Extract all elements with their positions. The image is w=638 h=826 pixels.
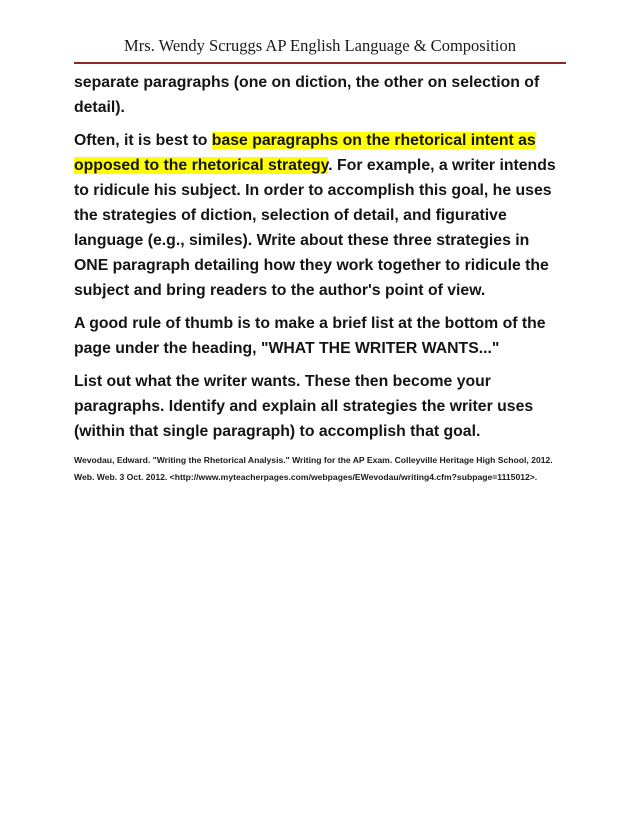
paragraph-2-rest: . For example, a writer intends to ridicule his subject. In order to accomplish this goal, he uses the strategies of diction, selection of detail, and figurative language (e.g., similes). Write about these three strategies in ONE paragraph detailing how they work together to ridicule the subject and bring readers to the author's point of view. <box>74 157 556 299</box>
paragraph-2-lead: Often, it is best to <box>74 132 212 149</box>
page-header <box>74 36 566 56</box>
document-body <box>74 70 566 486</box>
paragraph-1: separate paragraphs (one on diction, the other on selection of detail). <box>74 74 540 116</box>
header-title: Mrs. Wendy Scruggs AP English Language & Composition <box>124 36 516 55</box>
citation: Wevodau, Edward. "Writing the Rhetorical Analysis." Writing for the AP Exam. Colleyville Heritage High School, 2012. Web. Web. 3 Oct. 2012. <http://www.myteacherpages.com/webpages/EWevodau/writing4.cfm?subpage=1115012>. <box>74 455 553 482</box>
header-rule <box>74 62 566 64</box>
paragraph-3: A good rule of thumb is to make a brief list at the bottom of the page under the heading, "WHAT THE WRITER WANTS..." <box>74 315 546 357</box>
paragraph-2 <box>74 128 566 303</box>
paragraph-4: List out what the writer wants. These then become your paragraphs. Identify and explain all strategies the writer uses (within that single paragraph) to accomplish that goal. <box>74 373 534 440</box>
highlighted-text: base paragraphs on the rhetorical intent as opposed to the rhetorical strategy <box>74 132 536 174</box>
